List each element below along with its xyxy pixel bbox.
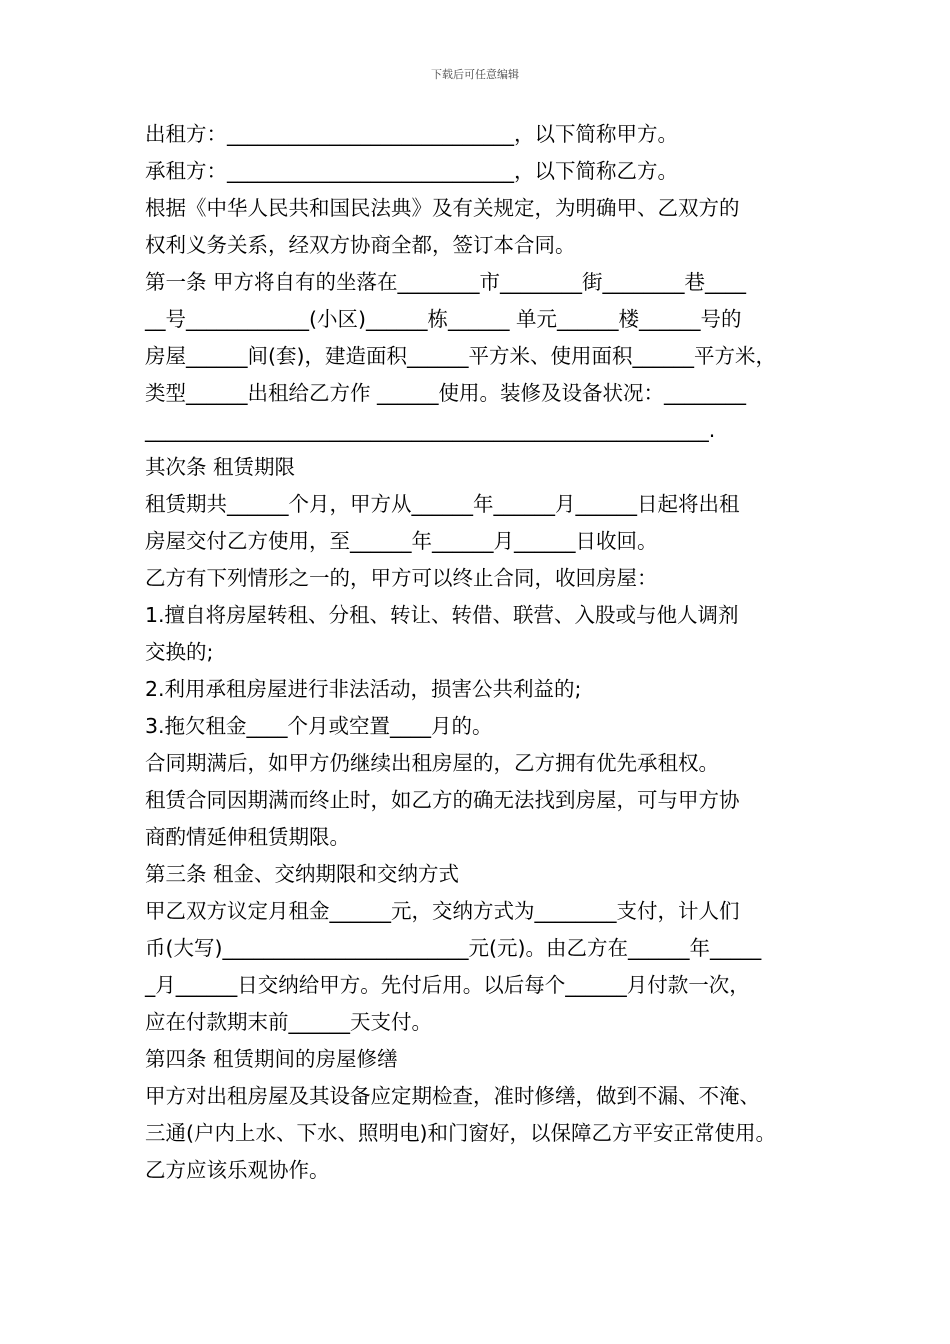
termination-item-2: 2.利用承租房屋进行非法活动，损害公共利益的;: [145, 677, 582, 701]
article-4-line: 乙方应该乐观协作。: [145, 1158, 330, 1182]
preamble-line: 根据《中华人民共和国民法典》及有关规定，为明确甲、乙双方的: [145, 196, 740, 220]
article-2-heading: 其次条 租赁期限: [145, 455, 296, 479]
article-1-line: 类型______出租给乙方作 ______使用。装修及设备状况：________: [145, 381, 747, 405]
article-2-line: 租赁期共______个月，甲方从______年______月______日起将出租: [145, 492, 740, 516]
article-1-line: __号____________(小区)______栋______ 单元______楼______号的: [145, 307, 742, 331]
article-3-line: 币(大写)________________________元(元)。由乙方在______年_____: [145, 936, 762, 960]
article-3-line: 甲乙双方议定月租金______元，交纳方式为________支付，计人们: [145, 899, 740, 923]
termination-item-1: 交换的;: [145, 640, 214, 664]
preamble-line: 权利义务关系，经双方协商全都，签订本合同。: [145, 233, 576, 257]
lessee-line: 承租方：____________________________，以下简称乙方。: [145, 159, 678, 183]
contract-body: [145, 116, 825, 1189]
article-2-line: 乙方有下列情形之一的，甲方可以终止合同，收回房屋：: [145, 566, 658, 590]
article-2-line: 房屋交付乙方使用，至______年______月______日收回。: [145, 529, 658, 553]
article-3-line: 应在付款期末前______天支付。: [145, 1010, 432, 1034]
termination-item-1: 1.擅自将房屋转租、分租、转让、转借、联营、入股或与他人调剂: [145, 603, 739, 627]
article-4-line: 甲方对出租房屋及其设备应定期检查，准时修缮，做到不漏、不淹、: [145, 1084, 760, 1108]
article-3-line: _月______日交纳给甲方。先付后用。以后每个______月付款一次，: [145, 973, 750, 997]
article-2-line: 租赁合同因期满而终止时，如乙方的确无法找到房屋，可与甲方协: [145, 788, 740, 812]
article-2-line: 合同期满后，如甲方仍继续出租房屋的，乙方拥有优先承租权。: [145, 751, 719, 775]
page-header: 下载后可任意编辑: [431, 68, 519, 81]
lessor-line: 出租方：____________________________，以下简称甲方。: [145, 122, 678, 146]
termination-item-3: 3.拖欠租金____个月或空置____月的。: [145, 714, 493, 738]
article-1-line: _______________________________________________________.: [145, 418, 716, 442]
article-4-line: 三通(户内上水、下水、照明电)和门窗好，以保障乙方平安正常使用。: [145, 1121, 776, 1145]
article-1-line: 第一条 甲方将自有的坐落在________市________街________巷____: [145, 270, 747, 294]
article-1-line: 房屋______间(套)，建造面积______平方米、使用面积______平方米，: [145, 344, 776, 368]
article-4-heading: 第四条 租赁期间的房屋修缮: [145, 1047, 398, 1071]
article-3-heading: 第三条 租金、交纳期限和交纳方式: [145, 862, 460, 886]
article-2-line: 商酌情延伸租赁期限。: [145, 825, 350, 849]
